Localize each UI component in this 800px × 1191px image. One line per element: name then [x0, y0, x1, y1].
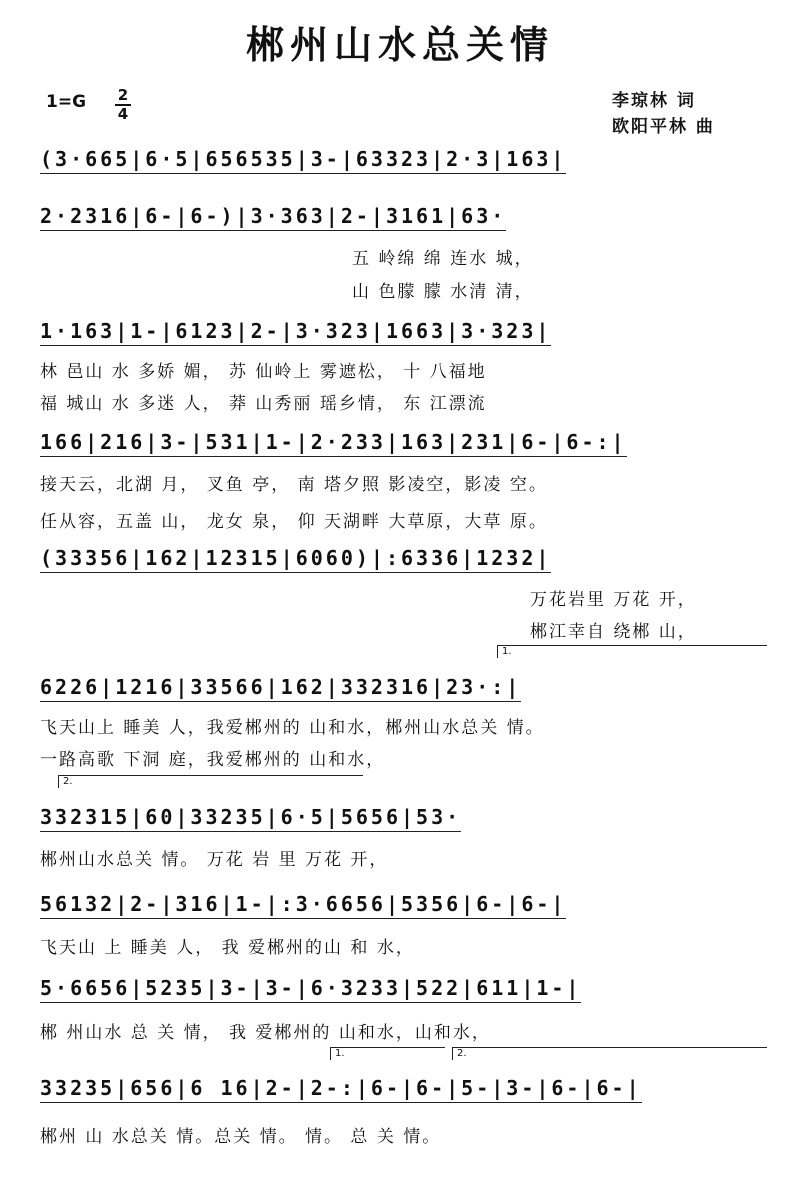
song-title: 郴州山水总关情 — [245, 23, 554, 67]
lyric-line: 五 岭绵 绵 连水 城， — [352, 249, 534, 269]
staff-line — [40, 424, 770, 462]
time-signature-top: 2 — [117, 86, 129, 104]
lyric-line: 山 色朦 朦 水清 清， — [352, 282, 534, 302]
lyric-line: 一路高歌 下洞 庭，我爱郴州的 山和水， — [40, 750, 386, 770]
volta-bracket: 1. — [497, 645, 767, 658]
lyric-line: 接天云，北湖 月， 叉鱼 亭， 南 塔夕照 影凌空，影凌 空。 — [40, 475, 548, 495]
time-signature-bottom: 4 — [117, 105, 129, 123]
notation: (33356|162|12315|6060)|:6336|1232| — [40, 546, 551, 573]
volta-bracket: 1. — [330, 1047, 445, 1060]
staff-line — [40, 669, 770, 707]
lyric-line: 郴州山水总关 情。 万花 岩 里 万花 开， — [40, 850, 389, 870]
staff-line — [40, 141, 770, 179]
volta-bracket: 2. — [452, 1047, 767, 1060]
composer-credit: 欧阳平林 曲 — [612, 117, 715, 137]
staff-line — [40, 886, 770, 924]
lyric-line: 任从容，五盖 山， 龙女 泉， 仰 天湖畔 大草原，大草 原。 — [40, 512, 548, 532]
staff-line — [40, 313, 770, 351]
volta-bracket: 2. — [58, 775, 363, 788]
key-signature: 1=G — [46, 92, 87, 112]
notation: 1·163|1-|6123|2-|3·323|1663|3·323| — [40, 319, 551, 346]
staff-line — [40, 970, 770, 1008]
staff-line — [40, 198, 770, 236]
staff-line — [40, 799, 770, 837]
lyric-line: 郴江幸自 绕郴 山， — [530, 622, 697, 642]
notation: 2·2316|6-|6-)|3·363|2-|3161|63· — [40, 204, 506, 231]
notation: (3·665|6·5|656535|3-|63323|2·3|163| — [40, 147, 566, 174]
notation: 166|216|3-|531|1-|2·233|163|231|6-|6-:| — [40, 430, 627, 457]
staff-line — [40, 1070, 770, 1108]
lyric-line: 郴州 山 水总关 情。总关 情。 情。 总 关 情。 — [40, 1127, 442, 1147]
lyric-line: 飞天山上 睡美 人，我爱郴州的 山和水，郴州山水总关 情。 — [40, 718, 545, 738]
notation: 5·6656|5235|3-|3-|6·3233|522|611|1-| — [40, 976, 581, 1003]
notation: 33235|656|6 16|2-|2-:|6-|6-|5-|3-|6-|6-| — [40, 1076, 642, 1103]
notation: 332315|60|33235|6·5|5656|53· — [40, 805, 461, 832]
time-signature — [115, 88, 131, 122]
lyric-line: 福 城山 水 多迷 人， 莽 山秀丽 瑶乡情， 东 江漂流 — [40, 394, 487, 414]
lyric-line: 万花岩里 万花 开， — [530, 590, 697, 610]
lyric-line: 郴 州山水 总 关 情， 我 爱郴州的 山和水，山和水， — [40, 1023, 491, 1043]
notation: 56132|2-|316|1-|:3·6656|5356|6-|6-| — [40, 892, 566, 919]
lyricist-credit: 李琼林 词 — [612, 91, 696, 111]
lyric-line: 林 邑山 水 多娇 媚， 苏 仙岭上 雾遮松， 十 八福地 — [40, 362, 487, 382]
lyric-line: 飞天山 上 睡美 人， 我 爱郴州的山 和 水， — [40, 938, 415, 958]
notation: 6226|1216|33566|162|332316|23·:| — [40, 675, 521, 702]
staff-line — [40, 540, 770, 578]
